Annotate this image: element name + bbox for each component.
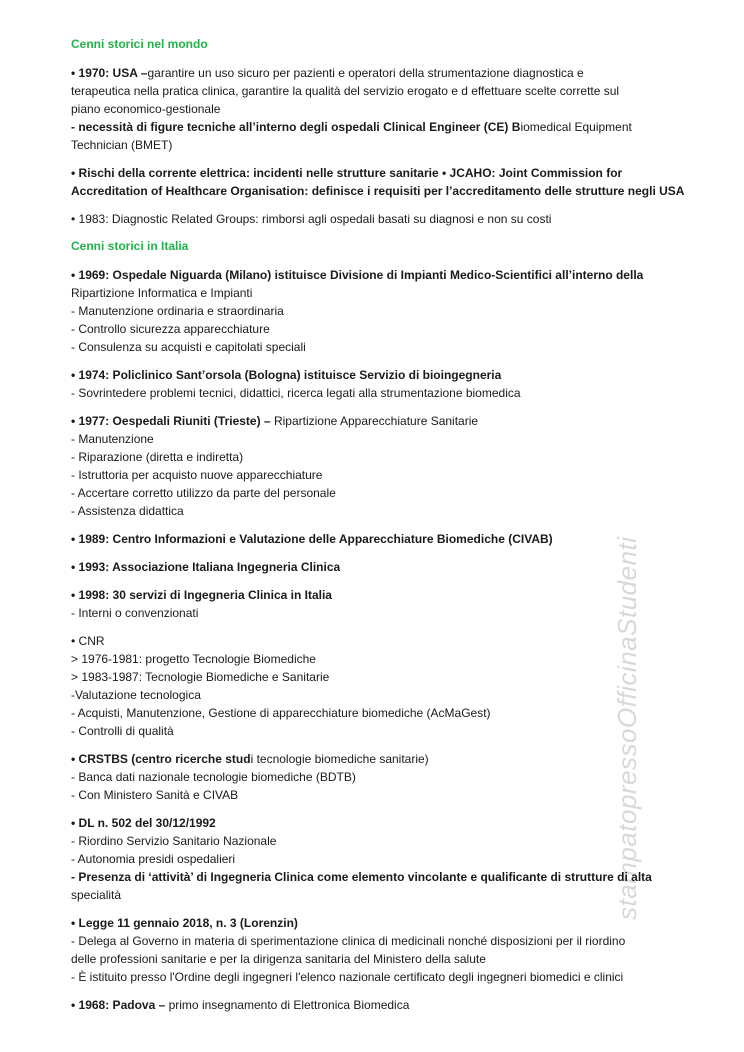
entry-1998-line1: • 1998: 30 servizi di Ingegneria Clinica in Italia bbox=[71, 588, 332, 602]
entry-1968-text: primo insegnamento di Elettronica Biomedica bbox=[165, 998, 410, 1012]
watermark: stampatopressoOfficinaStudenti bbox=[612, 536, 642, 920]
entry-dl502 bbox=[71, 814, 671, 904]
section-heading-italy: Cenni storici in Italia bbox=[71, 239, 189, 253]
document-page bbox=[71, 36, 685, 1024]
entry-1970-text: garantire un uso sicuro per pazienti e operatori della strumentazione diagnostica e bbox=[147, 66, 584, 80]
entry-1970-line2: terapeutica nella pratica clinica, garantire la qualità del servizio erogato e d effettuare scelte corrette sul bbox=[71, 84, 620, 98]
entry-risks bbox=[71, 164, 685, 200]
entry-1970-line5: Technician (BMET) bbox=[71, 138, 173, 152]
entry-crstbs-bold: • CRSTBS (centro ricerche stud bbox=[71, 752, 251, 766]
list-item: - Manutenzione bbox=[71, 432, 154, 446]
entry-1969-line2: Ripartizione Informatica e Impianti bbox=[71, 286, 253, 300]
entry-dl502-line1: • DL n. 502 del 30/12/1992 bbox=[71, 816, 216, 830]
list-item: > 1983-1987: Tecnologie Biomediche e Sanitarie bbox=[71, 670, 330, 684]
entry-1968 bbox=[71, 996, 671, 1014]
entry-1969-line1: • 1969: Ospedale Niguarda (Milano) istituisce Divisione di Impianti Medico-Scientifici all’interno della bbox=[71, 268, 644, 282]
entry-risks-line1: • Rischi della corrente elettrica: incidenti nelle strutture sanitarie • JCAHO: Joint Commission for bbox=[71, 166, 623, 180]
entry-1983-line: • 1983: Diagnostic Related Groups: rimborsi agli ospedali basati su diagnosi e non su costi bbox=[71, 212, 552, 226]
entry-1968-label: • 1968: Padova – bbox=[71, 998, 166, 1012]
entry-1977 bbox=[71, 412, 671, 520]
entry-1974-line1: • 1974: Policlinico Sant’orsola (Bologna) istituisce Servizio di bioingegneria bbox=[71, 368, 502, 382]
entry-crstbs-rest: i tecnologie biomediche sanitarie) bbox=[250, 752, 429, 766]
list-item: - Delega al Governo in materia di sperimentazione clinica di medicinali nonché disposizioni per il riordino bbox=[71, 934, 626, 948]
entry-1983 bbox=[71, 210, 671, 228]
entry-1989-line: • 1989: Centro Informazioni e Valutazione delle Apparecchiature Biomediche (CIVAB) bbox=[71, 532, 553, 546]
list-item: - Istruttoria per acquisto nuove apparecchiature bbox=[71, 468, 323, 482]
entry-crstbs bbox=[71, 750, 671, 804]
entry-1993-line: • 1993: Associazione Italiana Ingegneria Clinica bbox=[71, 560, 341, 574]
entry-1993 bbox=[71, 558, 671, 576]
list-item: - Accertare corretto utilizzo da parte del personale bbox=[71, 486, 336, 500]
entry-cnr bbox=[71, 632, 671, 740]
list-item: delle professioni sanitarie e per la dirigenza sanitaria del Ministero della salute bbox=[71, 952, 486, 966]
list-item: -Valutazione tecnologica bbox=[71, 688, 201, 702]
entry-1970-line1 bbox=[71, 64, 671, 82]
entry-1970-line3: piano economico-gestionale bbox=[71, 102, 221, 116]
entry-1974-line2: - Sovrintedere problemi tecnici, didattici, ricerca legati alla strumentazione biomedica bbox=[71, 386, 521, 400]
entry-1998 bbox=[71, 586, 671, 622]
list-item: - Controllo sicurezza apparecchiature bbox=[71, 322, 270, 336]
list-item: - Con Ministero Sanità e CIVAB bbox=[71, 788, 239, 802]
list-item: - Riparazione (diretta e indiretta) bbox=[71, 450, 244, 464]
list-item: - Manutenzione ordinaria e straordinaria bbox=[71, 304, 284, 318]
list-item: - Consulenza su acquisti e capitolati speciali bbox=[71, 340, 306, 354]
section-heading-world: Cenni storici nel mondo bbox=[71, 37, 208, 51]
list-item: > 1976-1981: progetto Tecnologie Biomediche bbox=[71, 652, 316, 666]
list-item: - Riordino Servizio Sanitario Nazionale bbox=[71, 834, 277, 848]
entry-dl502-tail: specialità bbox=[71, 888, 122, 902]
entry-1970 bbox=[71, 64, 671, 154]
entry-1974 bbox=[71, 366, 671, 402]
entry-1968-line bbox=[71, 996, 671, 1014]
list-item: - Controlli di qualità bbox=[71, 724, 174, 738]
entry-1969 bbox=[71, 266, 671, 356]
entry-1977-text: Ripartizione Apparecchiature Sanitarie bbox=[270, 414, 479, 428]
list-item: - Assistenza didattica bbox=[71, 504, 184, 518]
entry-1970-bold: - necessità di figure tecniche all’interno degli ospedali Clinical Engineer (CE) B bbox=[71, 120, 521, 134]
list-item: - È istituito presso l'Ordine degli ingegneri l'elenco nazionale certificato degli ingegneri biomedici e clinici bbox=[71, 970, 624, 984]
entry-legge bbox=[71, 914, 671, 986]
entry-legge-line1: • Legge 11 gennaio 2018, n. 3 (Lorenzin) bbox=[71, 916, 298, 930]
list-item: - Autonomia presidi ospedalieri bbox=[71, 852, 236, 866]
list-item: - Banca dati nazionale tecnologie biomediche (BDTB) bbox=[71, 770, 356, 784]
entry-risks-line2: Accreditation of Healthcare Organisation: definisce i requisiti per l’accreditamento delle strutture negli USA bbox=[71, 184, 685, 198]
entry-1970-rest: iomedical Equipment bbox=[520, 120, 632, 134]
entry-crstbs-line1 bbox=[71, 750, 671, 768]
list-item: - Acquisti, Manutenzione, Gestione di apparecchiature biomediche (AcMaGest) bbox=[71, 706, 491, 720]
entry-dl502-bold-line: - Presenza di ‘attività’ di Ingegneria Clinica come elemento vincolante e qualificante di strutture di alta bbox=[71, 870, 652, 884]
entry-1977-line1 bbox=[71, 412, 671, 430]
entry-1970-line4 bbox=[71, 118, 671, 136]
entry-1970-label: • 1970: USA – bbox=[71, 66, 148, 80]
entry-cnr-line1: • CNR bbox=[71, 634, 105, 648]
entry-1977-label: • 1977: Oespedali Riuniti (Trieste) – bbox=[71, 414, 271, 428]
entry-1989 bbox=[71, 530, 671, 548]
entry-1998-line2: - Interni o convenzionati bbox=[71, 606, 199, 620]
